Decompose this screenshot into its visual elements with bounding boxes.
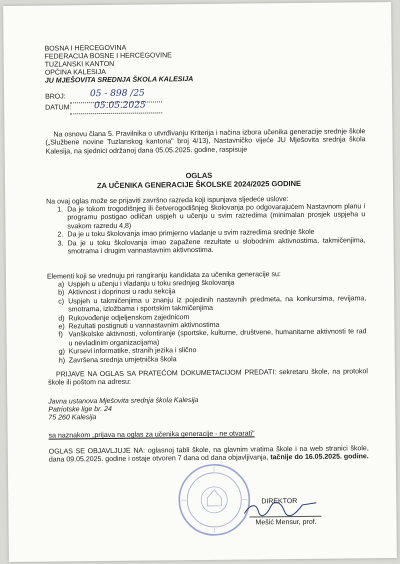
address-line-institution: Javna ustanova Mješovita srednja škola Kalesija [48, 397, 199, 406]
document-subtitle: ZA UČENIKA GENERACIJE ŠKOLSKE 2024/2025 GODINE [96, 178, 302, 191]
datum-line [70, 112, 162, 114]
elements-intro: Elementi koji se vrednuju pri rangiranju kandidata za učenika generacije su: [46, 271, 281, 281]
element-letter: c) [58, 298, 65, 306]
element-letter: d) [58, 315, 65, 323]
element-text: Uspjeh u takmičenjima u znanju iz pojedinih nastavnih predmeta, na konkursima, revijama, smotrama, izložbama i sportskim takmičenjima [68, 295, 367, 314]
condition-number: 2. [57, 231, 64, 239]
envelope-note: sa naznakom „prijava na oglas za učenika generacije - ne otvarati" [48, 430, 255, 440]
element-text: Rezultati postignuti u vannastavnim aktivnostima [68, 321, 220, 331]
condition-number: 1. [57, 206, 64, 214]
intro-paragraph: Na osnovu člana 5. Pravilnika o utvrđivanju Kriterija i načina izbora učenika generacije srednje škole („Službene novine Tuzlanskog kantona" broj 4/13), Nastavničko vijeće JU Mješovita srednja škola Kalesija, na sjednici održanoj dana 05.05.2025. godine, raspisuje [45, 128, 366, 156]
element-letter: b) [58, 289, 65, 297]
element-text: Kursevi informatike, stranih jezika i slično [68, 347, 197, 356]
condition-item [58, 237, 366, 257]
element-text: Aktivnost i doprinosi u radu sekcija [68, 288, 176, 297]
element-text: Uspjeh u učenju i vladanju u toku srednjeg školovanja [67, 279, 235, 289]
header-line-municipality: OPĆINA KALESIJA [44, 68, 106, 77]
conditions-intro: Na ovaj oglas može se prijaviti završno razreda koji ispunjava sljedeće uslove: [46, 196, 289, 206]
elements-list [58, 278, 367, 365]
signature-role: DIREKTOR [261, 497, 298, 506]
header-line-canton: TUZLANSKI KANTON [44, 60, 115, 69]
signature-name: Mešić Mensur, prof. [255, 518, 317, 527]
broj-label: BROJ: [45, 93, 66, 101]
document-page [3, 2, 397, 562]
publish-rest: oglasnoj tabli škole, na glavnim vratima škole i na web stranici škole, dana 09.05.2025. godine i ostaje otvoren 7 dana od dana objavljivanja, [48, 445, 369, 464]
submission-paragraph [48, 368, 368, 388]
element-letter: a) [57, 281, 65, 289]
element-letter: f) [58, 331, 63, 339]
submission-rest: sekretaru škole, na protokol škole ili poštom na adresu: [48, 368, 369, 388]
element-text: Završena srednja umjetnička škola [68, 355, 177, 365]
element-letter: h) [58, 357, 66, 365]
condition-number: 3. [57, 240, 64, 248]
element-item [59, 354, 367, 366]
document-title: OGLAS [185, 170, 213, 181]
address-line-city: 75 260 Kalesija [48, 414, 97, 422]
publish-deadline: tačnije do 16.05.2025. godine. [270, 453, 369, 462]
address-line-street: Patriotske lige br. 24 [48, 405, 112, 414]
broj-value: 05 - 898 /25 [89, 88, 145, 100]
header-line-country: BOSNA I HERCEGOVINA [44, 44, 127, 53]
datum-value: 05.05.2025 [94, 100, 146, 112]
element-text: Vanškolske aktivnosti, volontiranje (sportske, kulturne, društvene, humanitarne aktivnosti te rad u nevladinim organizacijama) [68, 328, 367, 348]
header-line-school: JU MJEŠOVITA SREDNJA ŠKOLA KALESIJA [44, 76, 194, 85]
publish-lead: OGLAS SE OBJAVLJUJE NA: [48, 447, 146, 456]
conditions-list [57, 203, 366, 257]
datum-label: DATUM: [45, 104, 72, 112]
condition-text: Da je u toku školovanja imao zapažene rezultate u slobodnim aktivnostima, takmičenjima, smotrama i drugim vannastavnim aktivnostima. [67, 236, 366, 256]
element-letter: g) [58, 348, 65, 356]
element-text: Rukovođenje odjeljenskom zajednicom [68, 313, 190, 323]
condition-item [57, 203, 365, 231]
submission-lead: PRIJAVE NA OGLAS SA PRATEĆOM DOKUMETACIJOM PREDATI: [55, 369, 277, 379]
condition-text: Da je tokom trogodišnjeg ili četverogodišnjeg školovanja po odgovarajućem Nastavnom planu i programu postigao odličan uspjeh u učenju u svim razredima (minimalan prosjek uspjeha u svakom razredu 4,8) [67, 203, 366, 231]
header-line-federation: FEDERACIJA BOSNE I HERCEGOVINE [44, 52, 172, 61]
condition-text: Da je u toku školovanja imao primjerno vladanje u svim razredima srednje škole [67, 229, 315, 239]
element-letter: e) [58, 323, 65, 331]
